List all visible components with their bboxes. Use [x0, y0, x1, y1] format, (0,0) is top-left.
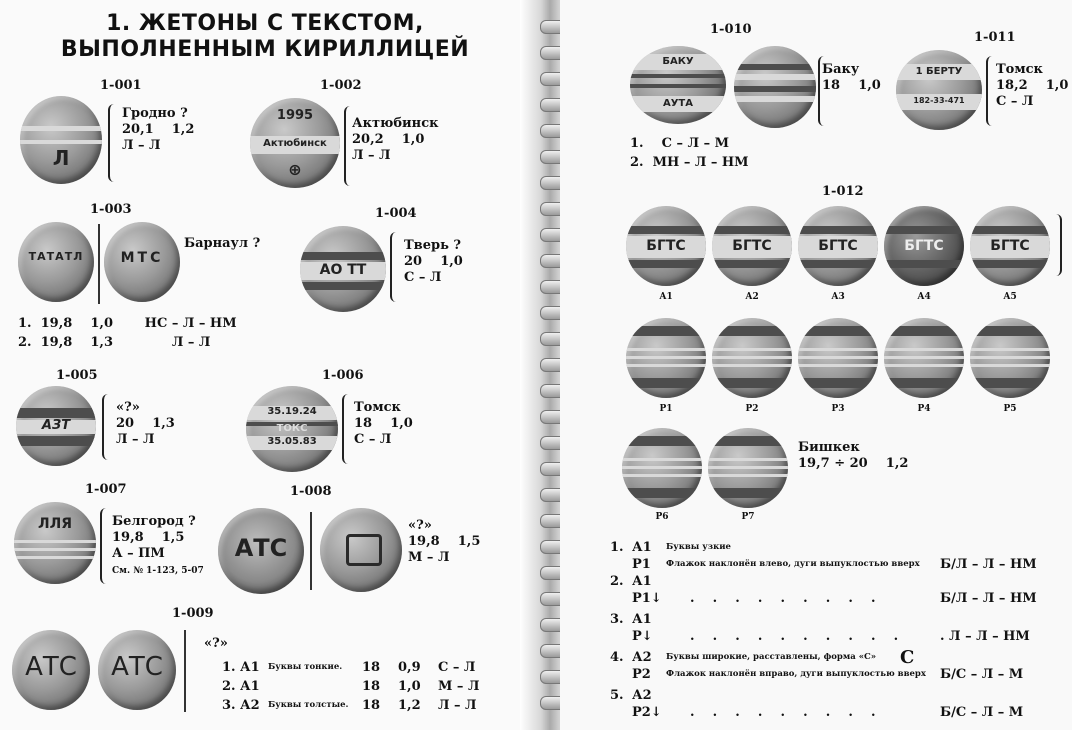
coin-1-008b	[320, 508, 402, 592]
row-num: 2.	[222, 679, 236, 694]
coin-1-007: ЛЛЯ	[14, 502, 96, 584]
entry-code-1-004: 1-004	[375, 206, 417, 221]
coin-1-008a: АТС	[218, 508, 304, 594]
list-item: 2. А1	[610, 574, 652, 589]
coin-1-012-p1	[626, 318, 706, 398]
coin-1-003b: МТС	[104, 222, 180, 302]
coin-1-001: Л	[20, 96, 102, 184]
row-edge: Л – Л	[438, 698, 477, 713]
label-a2: А2	[745, 292, 759, 302]
coin-1-010b	[734, 46, 816, 128]
list-item: 3. А1	[610, 612, 652, 627]
row-desc: Буквы толстые.	[268, 700, 349, 710]
entry-code-1-003: 1-003	[90, 202, 132, 217]
row-thick: 0,9	[398, 660, 421, 675]
entry-info-1-002: Актюбинск 20,2 1,0 Л – Л	[352, 116, 439, 163]
brace	[1052, 214, 1062, 276]
entry-code-1-005: 1-005	[56, 368, 98, 383]
divider	[184, 630, 186, 712]
list-item: Р2↓ . . . . . . . . . Б/С – Л – М	[632, 705, 1024, 720]
label-a5: А5	[1003, 292, 1017, 302]
entry-info-1-010: Баку 18 1,0	[822, 62, 881, 93]
coin-1-003a: ТАТАТЛ	[18, 222, 94, 302]
coin-1-012-p3	[798, 318, 878, 398]
coin-1-011: 1 БЕРТУ 182-33-471	[896, 50, 982, 130]
coin-1-009b: АТС	[98, 630, 176, 710]
label-p3: Р3	[831, 404, 845, 414]
row-diam: 18	[362, 679, 381, 694]
coin-1-012-a5: БГТС	[970, 206, 1050, 286]
section-title-line2: ВЫПОЛНЕННЫМ КИРИЛЛИЦЕЙ	[60, 37, 470, 62]
entry-code-1-012: 1-012	[822, 184, 864, 199]
list-item: Р1↓ . . . . . . . . . Б/Л – Л – НМ	[632, 591, 1037, 606]
entry-info-1-004: Тверь ? 20 1,0 С – Л	[404, 238, 463, 285]
phone-icon	[346, 534, 382, 566]
brace	[342, 394, 352, 464]
entry-info-1-008: «?» 19,8 1,5 М – Л	[408, 518, 481, 565]
entry-info-1-005: «?» 20 1,3 Л – Л	[116, 400, 175, 447]
entry-code-1-002: 1-002	[320, 78, 362, 93]
row-variant: А2	[240, 698, 260, 713]
label-p2: Р2	[745, 404, 759, 414]
coin-1-012-a3: БГТС	[798, 206, 878, 286]
list-item: Р1 Флажок наклонён влево, дуги выпуклостью вверх Б/Л – Л – НМ	[632, 557, 1037, 572]
row-diam: 18	[362, 698, 381, 713]
coin-1-009a: АТС	[12, 630, 90, 710]
entry-info-1-011: Томск 18,2 1,0 С – Л	[996, 62, 1069, 109]
entry-info-1-003: Барнаул ?	[184, 236, 261, 251]
entry-code-1-008: 1-008	[290, 484, 332, 499]
label-p4: Р4	[917, 404, 931, 414]
table-row	[222, 677, 522, 696]
entry-info-1-007: Белгород ? 19,8 1,5 А – ПМ	[112, 514, 196, 561]
coin-1-012-a4: БГТС	[884, 206, 964, 286]
row-variant: А1	[240, 660, 260, 675]
right-page	[560, 0, 1072, 730]
entry-table-1-009	[222, 658, 522, 715]
brace	[986, 56, 996, 126]
coin-1-012-p7	[708, 428, 788, 508]
coin-1-006: 35.19.24 ТОКС 35.05.83	[246, 386, 338, 472]
list-item: 4. А2 Буквы широкие, расставлены, форма «С» С	[610, 647, 915, 668]
row-thick: 1,0	[398, 679, 421, 694]
entry-info-1-012: Бишкек 19,7 ÷ 20 1,2	[798, 440, 909, 471]
brace	[102, 394, 112, 460]
row-desc: Буквы тонкие.	[268, 662, 343, 672]
coin-1-012-p6	[622, 428, 702, 508]
entry-code-1-006: 1-006	[322, 368, 364, 383]
entry-list-1-010: 1. С – Л – М 2. МН – Л – НМ	[630, 136, 749, 170]
variants-list	[610, 538, 1060, 724]
list-item: 1. А1 Буквы узкие	[610, 540, 731, 555]
row-edge: М – Л	[438, 679, 480, 694]
label-a4: А4	[917, 292, 931, 302]
brace	[108, 104, 118, 182]
coin-1-002: 1995 Актюбинск ⊕	[250, 98, 340, 188]
row-thick: 1,2	[398, 698, 421, 713]
table-row	[222, 658, 522, 677]
row-variant: А1	[240, 679, 260, 694]
entry-code-1-009: 1-009	[172, 606, 214, 621]
label-p6: Р6	[655, 512, 669, 522]
coin-1-012-a1: БГТС	[626, 206, 706, 286]
label-p1: Р1	[659, 404, 673, 414]
row-diam: 18	[362, 660, 381, 675]
coin-1-012-a2: БГТС	[712, 206, 792, 286]
entry-code-1-011: 1-011	[974, 30, 1016, 45]
entry-info-1-001: Гродно ? 20,1 1,2 Л – Л	[122, 106, 195, 153]
row-edge: С – Л	[438, 660, 476, 675]
entry-info-1-006: Томск 18 1,0 С – Л	[354, 400, 413, 447]
brace	[100, 508, 110, 584]
coin-1-005: АЗТ	[16, 386, 96, 466]
list-item: Р2 Флажок наклонён вправо, дуги выпуклостью вверх Б/С – Л – М	[632, 667, 1024, 682]
divider	[310, 512, 312, 590]
entry-code-1-007: 1-007	[85, 482, 127, 497]
entry-code-1-010: 1-010	[710, 22, 752, 37]
entry-code-1-001: 1-001	[100, 78, 142, 93]
row-num: 1.	[222, 660, 236, 675]
row-num: 3.	[222, 698, 236, 713]
label-p7: Р7	[741, 512, 755, 522]
table-row	[222, 696, 522, 715]
entry-list-1-003: 1. 19,8 1,0 НС – Л – НМ 2. 19,8 1,3 Л – Л	[18, 316, 237, 350]
coin-1-012-p2	[712, 318, 792, 398]
label-a3: А3	[831, 292, 845, 302]
label-p5: Р5	[1003, 404, 1017, 414]
coin-1-012-p5	[970, 318, 1050, 398]
list-item: Р↓ . . . . . . . . . . . Л – Л – НМ	[632, 629, 1030, 644]
list-item: 5. А2	[610, 688, 652, 703]
coin-1-010a: БАКУ АУТА	[630, 46, 726, 124]
label-a1: А1	[659, 292, 673, 302]
section-title-line1: 1. ЖЕТОНЫ С ТЕКСТОМ,	[106, 11, 424, 36]
divider	[98, 224, 100, 304]
coin-1-012-p4	[884, 318, 964, 398]
entry-note-1-007: См. № 1-123, 5-07	[112, 566, 204, 576]
entry-info-1-009: «?»	[204, 636, 228, 651]
coin-1-004: АО ТТ	[300, 226, 386, 312]
brace	[390, 232, 400, 302]
